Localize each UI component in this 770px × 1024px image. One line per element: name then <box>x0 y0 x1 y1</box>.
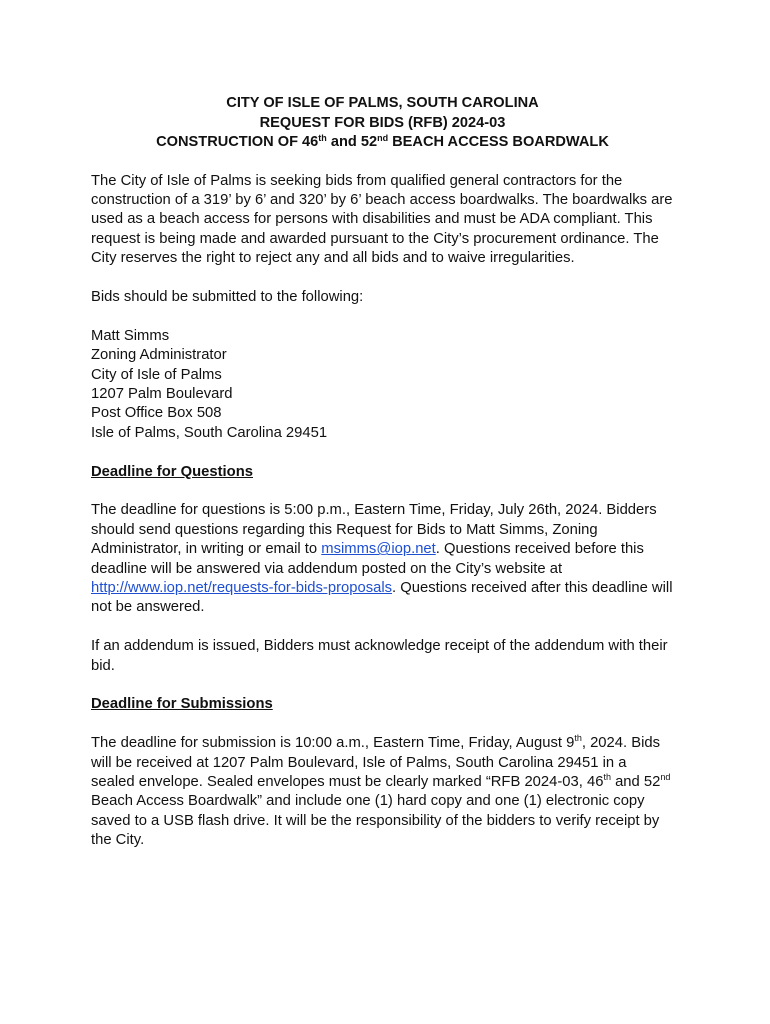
header-title-part: BEACH ACCESS BOARDWALK <box>388 134 609 150</box>
questions-text: . Questions received before this deadline will be answered via addendum posted on the City’s website at <box>91 541 644 577</box>
address-street: 1207 Palm Boulevard <box>91 385 233 402</box>
intro-paragraph: The City of Isle of Palms is seeking bids from qualified general contractors for the construction of a 319’ by 6’ and 320’ by 6’ beach access boardwalks. The boardwalks are used as a beach access for persons with disabilities and must be ADA compliant. This request is being made and awarded pursuant to the City’s procurement ordinance. The City reserves the right to reject any and all bids and to waive irregularities. <box>91 172 673 267</box>
header-title-part: and 52 <box>326 134 378 150</box>
address-title: Zoning Administrator <box>91 347 227 364</box>
address-po-box: Post Office Box 508 <box>91 405 222 422</box>
header-superscript: th <box>318 133 327 143</box>
superscript: th <box>574 733 582 744</box>
document-header <box>91 94 674 153</box>
submissions-heading: Deadline for Submissions <box>91 696 273 713</box>
submit-to-paragraph: Bids should be submitted to the following: <box>91 288 364 305</box>
submissions-text: , 2024. Bids will be received at 1207 Palm Boulevard, Isle of Palms, South Carolina 29451 in a sealed envelope. Sealed envelopes must be clearly marked “RFB 2024-03, 46 <box>91 735 660 790</box>
submissions-text: The deadline for submission is 10:00 a.m., Eastern Time, Friday, August 9 <box>91 735 575 752</box>
address-org: City of Isle of Palms <box>91 366 222 383</box>
submissions-text: and 52 <box>610 773 661 790</box>
questions-text: . Questions received after this deadline will not be answered. <box>91 579 673 616</box>
submissions-paragraph <box>91 734 674 850</box>
header-rfb-number: REQUEST FOR BIDS (RFB) 2024-03 <box>259 114 506 131</box>
address-name: Matt Simms <box>91 327 170 344</box>
addendum-paragraph: If an addendum is issued, Bidders must acknowledge receipt of the addendum with their bid. <box>91 638 668 674</box>
address-city: Isle of Palms, South Carolina 29451 <box>91 424 328 441</box>
email-link[interactable]: msimms@iop.net <box>321 541 436 558</box>
header-superscript: nd <box>377 133 389 143</box>
submissions-text: Beach Access Boardwalk” and include one (1) hard copy and one (1) electronic copy saved to a USB flash drive. It will be the responsibility of the bidders to verify receipt by the City. <box>91 793 660 849</box>
header-title-part: CONSTRUCTION OF 46 <box>156 134 319 150</box>
superscript: th <box>603 771 611 782</box>
questions-heading: Deadline for Questions <box>91 463 253 480</box>
superscript: nd <box>660 771 671 782</box>
header-city: CITY OF ISLE OF PALMS, SOUTH CAROLINA <box>226 95 539 111</box>
questions-text: The deadline for questions is 5:00 p.m., Eastern Time, Friday, July 26th, 2024. Bidders should send questions regarding this Request for Bids to Matt Simms, Zoning Administrator, in writing or email to <box>91 502 657 558</box>
mailing-address <box>91 327 674 443</box>
questions-paragraph <box>91 501 674 617</box>
header-project-title <box>91 133 674 153</box>
website-link[interactable]: http://www.iop.net/requests-for-bids-proposals <box>91 579 393 596</box>
